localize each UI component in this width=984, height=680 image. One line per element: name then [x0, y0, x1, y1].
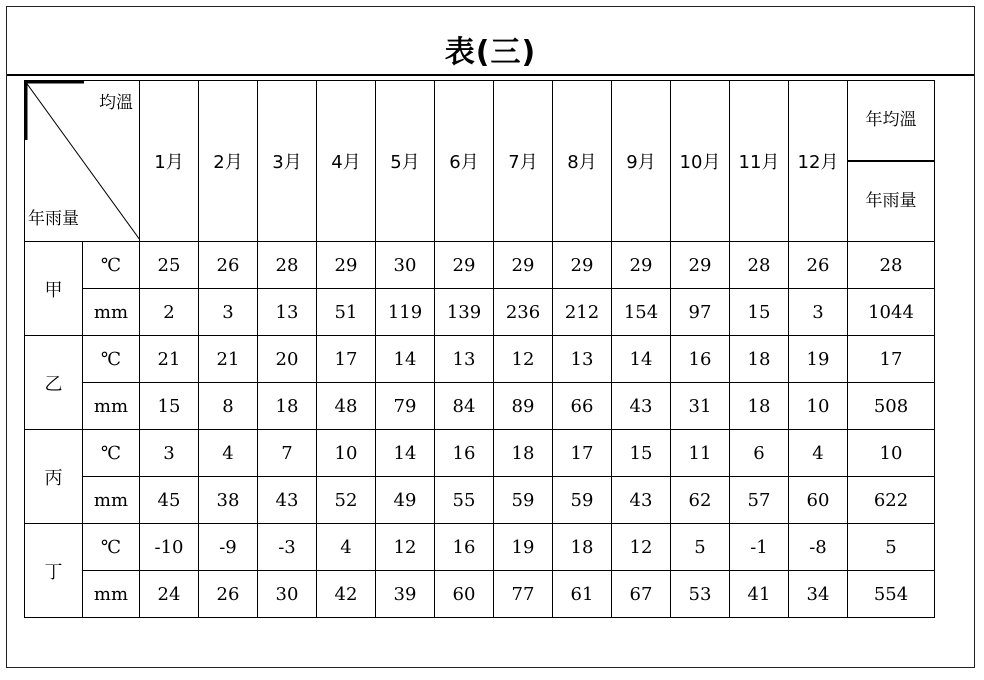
month-header: 6月	[435, 81, 494, 242]
month-header: 2月	[199, 81, 258, 242]
temp-cell: 4	[789, 430, 848, 477]
temp-cell: 30	[376, 242, 435, 289]
month-header: 8月	[553, 81, 612, 242]
rain-cell: 18	[730, 383, 789, 430]
rain-cell: 41	[730, 571, 789, 618]
temp-cell: 17	[553, 430, 612, 477]
temp-cell: -1	[730, 524, 789, 571]
temp-cell: -9	[199, 524, 258, 571]
temp-cell: 4	[199, 430, 258, 477]
table-row	[25, 289, 935, 336]
climate-table	[24, 80, 935, 618]
temp-cell: 17	[317, 336, 376, 383]
rain-cell: 43	[612, 477, 671, 524]
temp-cell: 29	[435, 242, 494, 289]
rain-cell: 45	[140, 477, 199, 524]
rain-cell: 61	[553, 571, 612, 618]
temp-cell: 26	[199, 242, 258, 289]
rain-cell: 154	[612, 289, 671, 336]
temp-cell: 16	[435, 430, 494, 477]
temp-cell: 15	[612, 430, 671, 477]
rain-cell: 77	[494, 571, 553, 618]
rain-cell: 31	[671, 383, 730, 430]
unit-celsius: ℃	[83, 524, 140, 571]
month-header: 7月	[494, 81, 553, 242]
temp-cell: 21	[199, 336, 258, 383]
month-header: 12月	[789, 81, 848, 242]
temp-cell: 18	[494, 430, 553, 477]
annual-temp-cell: 28	[848, 242, 935, 289]
annual-rain-header	[848, 162, 935, 242]
temp-cell: -10	[140, 524, 199, 571]
unit-celsius: ℃	[83, 336, 140, 383]
rain-cell: 51	[317, 289, 376, 336]
corner-label-temp: 均溫	[99, 93, 133, 113]
temp-cell: 3	[140, 430, 199, 477]
annual-temp-cell: 5	[848, 524, 935, 571]
rain-cell: 24	[140, 571, 199, 618]
temp-cell: 13	[553, 336, 612, 383]
month-header: 10月	[671, 81, 730, 242]
rain-cell: 30	[258, 571, 317, 618]
rain-cell: 119	[376, 289, 435, 336]
temp-cell: 21	[140, 336, 199, 383]
annual-rain-cell: 508	[848, 383, 935, 430]
annual-temp-cell: 10	[848, 430, 935, 477]
rain-cell: 49	[376, 477, 435, 524]
unit-celsius: ℃	[83, 242, 140, 289]
table-row	[25, 383, 935, 430]
temp-cell: 29	[671, 242, 730, 289]
table-row	[25, 571, 935, 618]
rain-cell: 236	[494, 289, 553, 336]
table-row	[25, 242, 935, 289]
rain-cell: 48	[317, 383, 376, 430]
temp-cell: 28	[258, 242, 317, 289]
rain-cell: 62	[671, 477, 730, 524]
temp-cell: 29	[317, 242, 376, 289]
temp-cell: 29	[612, 242, 671, 289]
table-row	[25, 336, 935, 383]
rain-cell: 97	[671, 289, 730, 336]
rain-cell: 39	[376, 571, 435, 618]
temp-cell: 14	[376, 336, 435, 383]
rain-cell: 38	[199, 477, 258, 524]
rain-cell: 139	[435, 289, 494, 336]
header-row	[25, 81, 935, 162]
rain-cell: 43	[612, 383, 671, 430]
rain-cell: 212	[553, 289, 612, 336]
annual-temp-label: 年均溫	[848, 81, 934, 161]
temp-cell: 19	[494, 524, 553, 571]
unit-mm: mm	[83, 477, 140, 524]
table-title: 表(三)	[444, 35, 537, 70]
rain-cell: 66	[553, 383, 612, 430]
table-row	[25, 477, 935, 524]
rain-cell: 42	[317, 571, 376, 618]
rain-cell: 10	[789, 383, 848, 430]
temp-cell: 14	[376, 430, 435, 477]
station-name: 乙	[25, 336, 83, 430]
rain-cell: 3	[199, 289, 258, 336]
temp-cell: 16	[671, 336, 730, 383]
rain-cell: 79	[376, 383, 435, 430]
rain-cell: 89	[494, 383, 553, 430]
rain-cell: 18	[258, 383, 317, 430]
temp-cell: 10	[317, 430, 376, 477]
temp-cell: 18	[730, 336, 789, 383]
rain-cell: 8	[199, 383, 258, 430]
rain-cell: 34	[789, 571, 848, 618]
rain-cell: 53	[671, 571, 730, 618]
annual-temp-header	[848, 81, 935, 162]
corner-label-rain: 年雨量	[28, 209, 79, 229]
rain-cell: 59	[494, 477, 553, 524]
month-header: 4月	[317, 81, 376, 242]
rain-cell: 59	[553, 477, 612, 524]
annual-rain-label: 年雨量	[865, 191, 917, 211]
temp-cell: 20	[258, 336, 317, 383]
rain-cell: 60	[435, 571, 494, 618]
rain-cell: 55	[435, 477, 494, 524]
rain-cell: 2	[140, 289, 199, 336]
temp-cell: 28	[730, 242, 789, 289]
rain-cell: 43	[258, 477, 317, 524]
unit-mm: mm	[83, 383, 140, 430]
document-frame	[6, 6, 975, 668]
annual-temp-cell: 17	[848, 336, 935, 383]
month-header: 5月	[376, 81, 435, 242]
rain-cell: 60	[789, 477, 848, 524]
rain-cell: 15	[140, 383, 199, 430]
temp-cell: 13	[435, 336, 494, 383]
rain-cell: 15	[730, 289, 789, 336]
temp-cell: 26	[789, 242, 848, 289]
unit-celsius: ℃	[83, 430, 140, 477]
title-divider	[7, 74, 974, 76]
temp-cell: 6	[730, 430, 789, 477]
station-name: 丙	[25, 430, 83, 524]
unit-mm: mm	[83, 571, 140, 618]
temp-cell: 29	[494, 242, 553, 289]
temp-cell: 16	[435, 524, 494, 571]
corner-header-cell	[25, 81, 140, 242]
annual-rain-cell: 1044	[848, 289, 935, 336]
rain-cell: 3	[789, 289, 848, 336]
rain-cell: 84	[435, 383, 494, 430]
month-header: 9月	[612, 81, 671, 242]
rain-cell: 52	[317, 477, 376, 524]
temp-cell: 5	[671, 524, 730, 571]
temp-cell: 19	[789, 336, 848, 383]
annual-rain-cell: 554	[848, 571, 935, 618]
month-header: 3月	[258, 81, 317, 242]
temp-cell: 18	[553, 524, 612, 571]
rain-cell: 57	[730, 477, 789, 524]
table-row	[25, 430, 935, 477]
rain-cell: 13	[258, 289, 317, 336]
month-header: 1月	[140, 81, 199, 242]
temp-cell: 12	[612, 524, 671, 571]
annual-rain-cell: 622	[848, 477, 935, 524]
temp-cell: 14	[612, 336, 671, 383]
station-name: 丁	[25, 524, 83, 618]
temp-cell: -3	[258, 524, 317, 571]
temp-cell: 12	[494, 336, 553, 383]
temp-cell: 11	[671, 430, 730, 477]
station-name: 甲	[25, 242, 83, 336]
temp-cell: 4	[317, 524, 376, 571]
temp-cell: 25	[140, 242, 199, 289]
temp-cell: -8	[789, 524, 848, 571]
unit-mm: mm	[83, 289, 140, 336]
rain-cell: 67	[612, 571, 671, 618]
rain-cell: 26	[199, 571, 258, 618]
month-header: 11月	[730, 81, 789, 242]
temp-cell: 12	[376, 524, 435, 571]
table-row	[25, 524, 935, 571]
temp-cell: 7	[258, 430, 317, 477]
temp-cell: 29	[553, 242, 612, 289]
